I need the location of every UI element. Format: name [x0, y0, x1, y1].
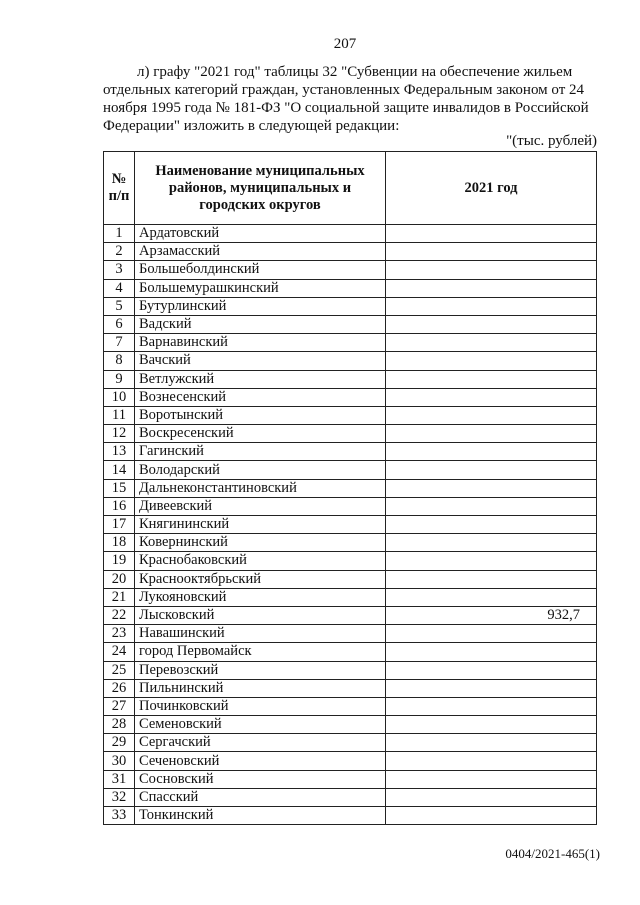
intro-line: Федерации" изложить в следующей редакции:	[103, 118, 400, 134]
units-label: "(тыс. рублей)	[506, 133, 597, 149]
table-row	[104, 443, 597, 461]
row-value	[386, 406, 597, 424]
row-number: 4	[104, 279, 135, 297]
table-row	[104, 752, 597, 770]
row-number: 1	[104, 225, 135, 243]
row-value	[386, 461, 597, 479]
row-value	[386, 534, 597, 552]
row-name: Лысковский	[135, 606, 386, 624]
row-name: Сергачский	[135, 734, 386, 752]
row-name: Перевозский	[135, 661, 386, 679]
row-name: Воскресенский	[135, 425, 386, 443]
row-name: Ветлужский	[135, 370, 386, 388]
table-row	[104, 643, 597, 661]
row-value	[386, 588, 597, 606]
intro-line: ноября 1995 года № 181-ФЗ "О социальной защите инвалидов в Российской	[103, 100, 589, 116]
table-row	[104, 406, 597, 424]
row-name: Семеновский	[135, 716, 386, 734]
row-number: 27	[104, 697, 135, 715]
row-name: Гагинский	[135, 443, 386, 461]
table-row	[104, 807, 597, 825]
table-row	[104, 625, 597, 643]
header-num: № п/п	[104, 152, 135, 225]
row-name: Пильнинский	[135, 679, 386, 697]
table-row	[104, 334, 597, 352]
row-value	[386, 279, 597, 297]
row-value	[386, 334, 597, 352]
intro-line: л) графу "2021 год" таблицы 32 "Субвенции на обеспечение жильем	[137, 64, 573, 80]
table-row	[104, 734, 597, 752]
row-value	[386, 225, 597, 243]
row-value	[386, 643, 597, 661]
row-number: 16	[104, 497, 135, 515]
row-number: 5	[104, 297, 135, 315]
row-value	[386, 679, 597, 697]
row-value	[386, 261, 597, 279]
table-row	[104, 534, 597, 552]
row-value	[386, 479, 597, 497]
row-value	[386, 552, 597, 570]
row-number: 11	[104, 406, 135, 424]
row-number: 28	[104, 716, 135, 734]
table-row	[104, 497, 597, 515]
page-number: 207	[333, 36, 357, 52]
row-number: 8	[104, 352, 135, 370]
document-code: 0404/2021-465(1)	[505, 846, 600, 861]
row-number: 10	[104, 388, 135, 406]
table-header-row	[104, 152, 597, 225]
row-name: Вачский	[135, 352, 386, 370]
table-row	[104, 315, 597, 333]
table-row	[104, 770, 597, 788]
row-value	[386, 752, 597, 770]
table-row	[104, 588, 597, 606]
row-number: 14	[104, 461, 135, 479]
row-number: 13	[104, 443, 135, 461]
row-name: Воротынский	[135, 406, 386, 424]
row-name: Лукояновский	[135, 588, 386, 606]
row-number: 20	[104, 570, 135, 588]
row-value	[386, 388, 597, 406]
table-row	[104, 679, 597, 697]
table-row	[104, 243, 597, 261]
row-name: Сосновский	[135, 770, 386, 788]
row-name: Сеченовский	[135, 752, 386, 770]
row-name: Вадский	[135, 315, 386, 333]
row-value	[386, 516, 597, 534]
row-value	[386, 370, 597, 388]
table-row	[104, 279, 597, 297]
table-row	[104, 661, 597, 679]
table-row	[104, 425, 597, 443]
row-number: 3	[104, 261, 135, 279]
row-name: Княгининский	[135, 516, 386, 534]
row-name: Краснобаковский	[135, 552, 386, 570]
row-name: Навашинский	[135, 625, 386, 643]
row-number: 18	[104, 534, 135, 552]
table-row	[104, 716, 597, 734]
table-row	[104, 697, 597, 715]
row-value	[386, 788, 597, 806]
row-name: Спасский	[135, 788, 386, 806]
intro-paragraph	[103, 63, 597, 135]
row-number: 23	[104, 625, 135, 643]
row-name: Бутурлинский	[135, 297, 386, 315]
table-row	[104, 297, 597, 315]
row-name: Володарский	[135, 461, 386, 479]
row-value	[386, 352, 597, 370]
row-number: 26	[104, 679, 135, 697]
row-number: 21	[104, 588, 135, 606]
row-number: 2	[104, 243, 135, 261]
row-value	[386, 315, 597, 333]
row-name: Варнавинский	[135, 334, 386, 352]
row-number: 31	[104, 770, 135, 788]
row-value	[386, 425, 597, 443]
header-name: Наименование муниципальных районов, муниципальных и городских округов	[135, 152, 386, 225]
row-value	[386, 625, 597, 643]
row-name: Краснооктябрьский	[135, 570, 386, 588]
table-row	[104, 388, 597, 406]
row-number: 25	[104, 661, 135, 679]
table-body	[104, 225, 597, 825]
row-name: Дальнеконстантиновский	[135, 479, 386, 497]
row-number: 29	[104, 734, 135, 752]
row-name: Вознесенский	[135, 388, 386, 406]
row-name: Тонкинский	[135, 807, 386, 825]
intro-line: отдельных категорий граждан, установленных Федеральным законом от 24	[103, 82, 585, 98]
row-value	[386, 716, 597, 734]
row-number: 6	[104, 315, 135, 333]
row-value	[386, 734, 597, 752]
row-number: 33	[104, 807, 135, 825]
table-row	[104, 516, 597, 534]
row-value	[386, 443, 597, 461]
table-row	[104, 461, 597, 479]
row-name: Дивеевский	[135, 497, 386, 515]
row-value	[386, 497, 597, 515]
table-row	[104, 552, 597, 570]
row-number: 22	[104, 606, 135, 624]
header-year: 2021 год	[386, 152, 597, 225]
table-row	[104, 225, 597, 243]
row-name: Ардатовский	[135, 225, 386, 243]
row-value: 932,7	[386, 606, 597, 624]
row-number: 32	[104, 788, 135, 806]
row-value	[386, 243, 597, 261]
row-name: Починковский	[135, 697, 386, 715]
row-value	[386, 807, 597, 825]
table-row	[104, 261, 597, 279]
row-name: город Первомайск	[135, 643, 386, 661]
table-row	[104, 370, 597, 388]
subsidy-table	[103, 151, 597, 825]
row-name: Большемурашкинский	[135, 279, 386, 297]
row-value	[386, 570, 597, 588]
row-number: 17	[104, 516, 135, 534]
table-row	[104, 570, 597, 588]
table-row	[104, 788, 597, 806]
row-number: 9	[104, 370, 135, 388]
row-value	[386, 770, 597, 788]
row-number: 30	[104, 752, 135, 770]
row-number: 15	[104, 479, 135, 497]
row-value	[386, 661, 597, 679]
row-value	[386, 697, 597, 715]
row-number: 19	[104, 552, 135, 570]
row-number: 24	[104, 643, 135, 661]
table-row	[104, 352, 597, 370]
row-name: Ковернинский	[135, 534, 386, 552]
row-number: 7	[104, 334, 135, 352]
row-value	[386, 297, 597, 315]
row-name: Арзамасский	[135, 243, 386, 261]
row-number: 12	[104, 425, 135, 443]
row-name: Большеболдинский	[135, 261, 386, 279]
table-row	[104, 479, 597, 497]
table-row	[104, 606, 597, 624]
